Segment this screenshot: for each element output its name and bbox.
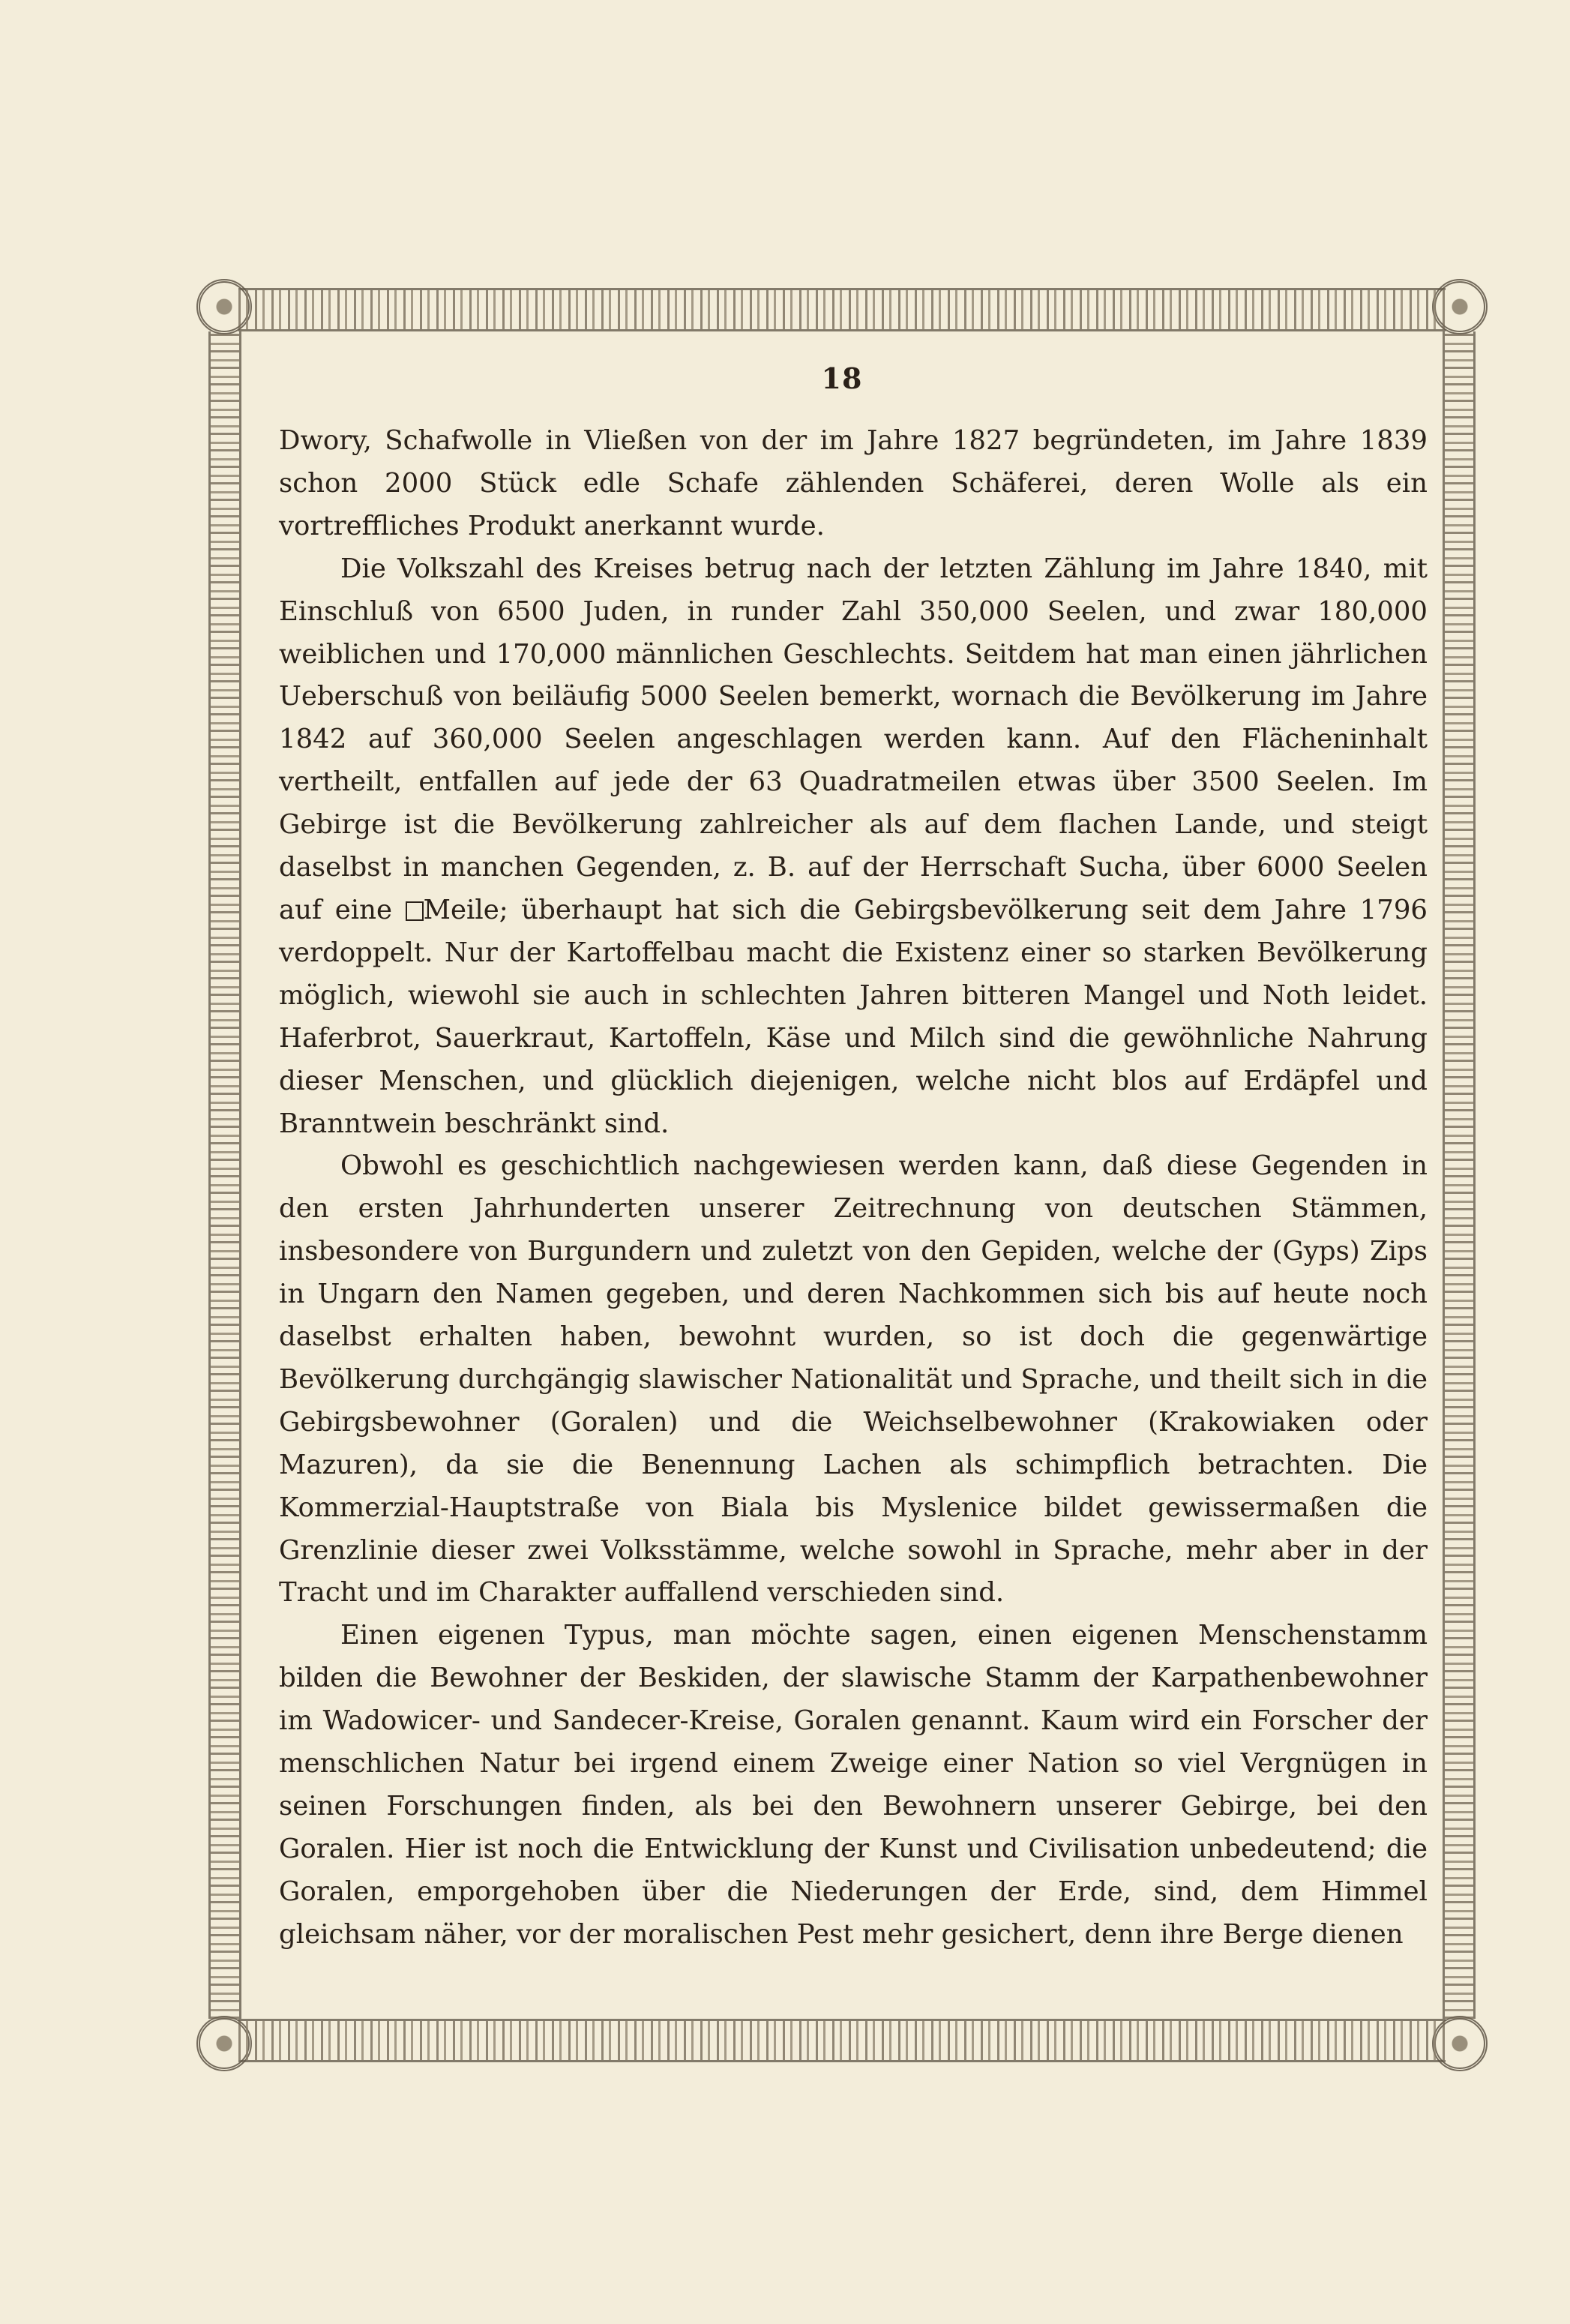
ornamental-border-top (238, 288, 1446, 331)
paragraph-text: Einen eigenen Typus, man möchte sagen, einen eigenen Menschenstamm bilden die Bewohner der Beskiden, der slawische Stamm der Karpathenbewohner im Wadowicer- und Sandecer-Kreise, Goralen genannt. Kaum wird ein Forscher der menschlichen Natur bei irgend einem Zweige einer Nation so viel Vergnügen in seinen Forschungen finden, als bei den Bewohnern unserer Gebirge, bei den Goralen. Hier ist noch die Entwicklung der Kunst und Civilisation unbedeutend; die Goralen, emporgehoben über die Niederungen der Erde, sind, dem Himmel gleichsam näher, vor der moralischen Pest mehr gesichert, denn ihre Berge dienen (279, 1620, 1428, 1950)
paragraph-text: Obwohl es geschichtlich nachgewiesen werden kann, daß diese Gegenden in den ersten Jahrhunderten unserer Zeitrechnung von deutschen Stämmen, insbesondere von Burgundern und zuletzt von den Gepiden, welche der (Gyps) Zips in Ungarn den Namen gegeben, und deren Nachkommen sich bis auf heute noch daselbst erhalten haben, bewohnt wurden, so ist doch die gegenwärtige Bevölkerung durchgängig slawischer Nationalität und Sprache, und theilt sich in die Gebirgsbewohner (Goralen) und die Weichselbewohner (Krakowiaken oder Mazuren), da sie die Benennung Lachen als schimpflich betrachten. Die Kommerzial-Hauptstraße von Biala bis Myslenice bildet gewissermaßen die Grenzlinie dieser zwei Volksstämme, welche sowohl in Sprache, mehr aber in der Tracht und im Charakter auffallend verschieden sind. (279, 1150, 1428, 1609)
ornamental-border-right (1443, 331, 1476, 2019)
page-frame (193, 279, 1491, 2071)
square-mile-symbol (406, 901, 424, 921)
ornamental-border-bottom (238, 2019, 1446, 2062)
paragraph (279, 548, 1428, 1146)
page-number: 18 (821, 361, 863, 395)
paragraph (279, 1145, 1428, 1615)
paragraph (279, 420, 1428, 548)
body-text (279, 420, 1428, 1957)
paragraph-text-continued: Meile; überhaupt hat sich die Gebirgsbevölkerung seit dem Jahre 1796 verdoppelt. Nur der Kartoffelbau macht die Existenz einer so starken Bevölkerung möglich, wiewohl sie auch in schlechten Jahren bitteren Mangel und Noth leidet. Haferbrot, Sauerkraut, Kartoffeln, Käse und Milch sind die gewöhnliche Nahrung dieser Menschen, und glücklich diejenigen, welche nicht blos auf Erdäpfel und Branntwein beschränkt sind. (279, 894, 1428, 1139)
paragraph (279, 1615, 1428, 1956)
paragraph-text: Dwory, Schafwolle in Vließen von der im Jahre 1827 begründeten, im Jahre 1839 schon 2000 Stück edle Schafe zählenden Schäferei, deren Wolle als ein vortreffliches Produkt anerkannt wurde. (279, 425, 1428, 541)
paragraph-text: Die Volkszahl des Kreises betrug nach der letzten Zählung im Jahre 1840, mit Einschluß von 6500 Juden, in runder Zahl 350,000 Seelen, und zwar 180,000 weiblichen und 170,000 männlichen Geschlechts. Seitdem hat man einen jährlichen Ueberschuß von beiläufig 5000 Seelen bemerkt, wornach die Bevölkerung im Jahre 1842 auf 360,000 Seelen angeschlagen werden kann. Auf den Flächeninhalt vertheilt, entfallen auf jede der 63 Quadratmeilen etwas über 3500 Seelen. Im Gebirge ist die Bevölkerung zahlreicher als auf dem flachen Lande, und steigt daselbst in manchen Gegenden, z. B. auf der Herrschaft Sucha, über 6000 Seelen auf eine (279, 553, 1428, 925)
ornamental-border-left (208, 331, 241, 2019)
